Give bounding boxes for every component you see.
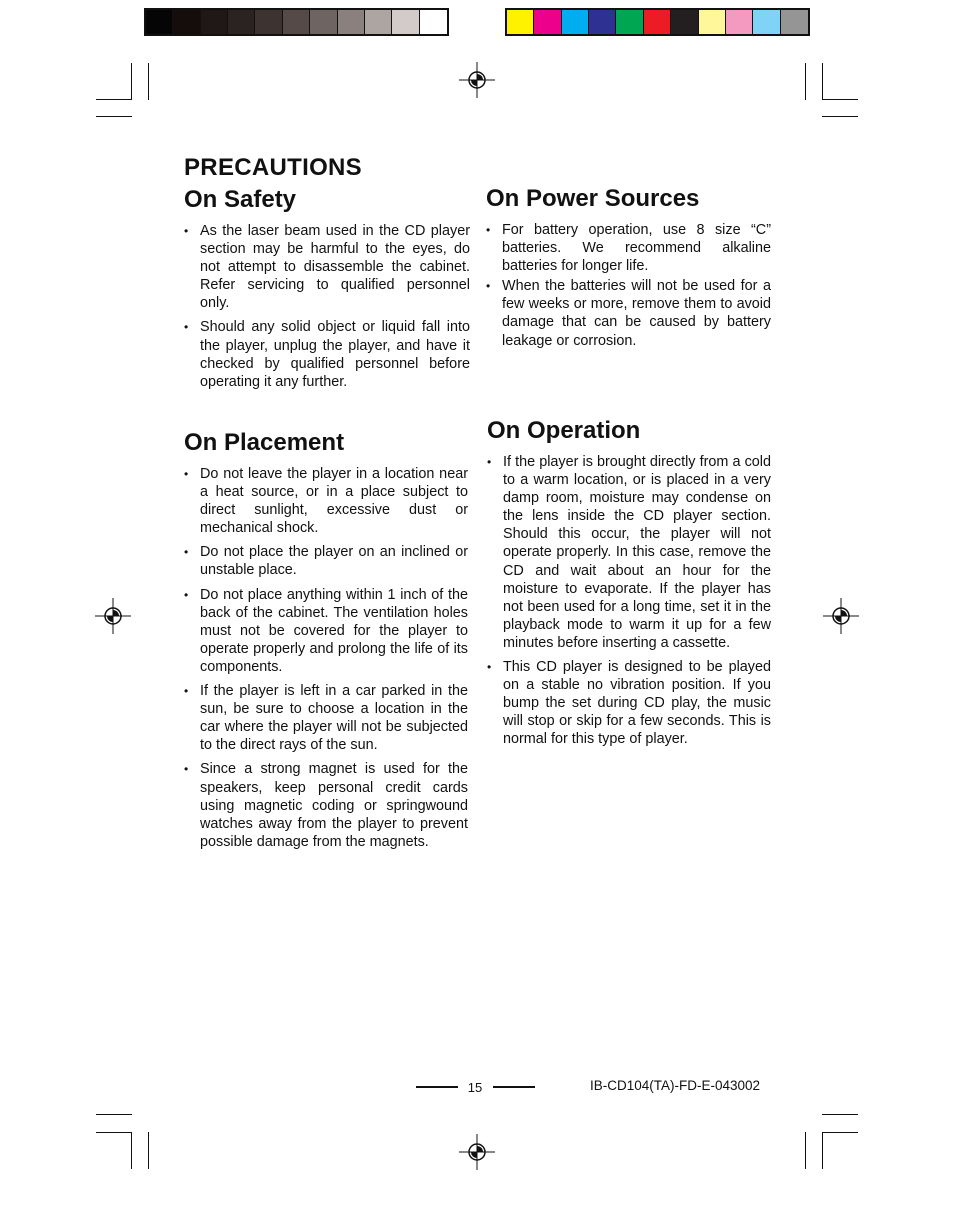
color-swatch bbox=[310, 10, 337, 34]
bullet-icon: • bbox=[487, 455, 492, 469]
color-swatch bbox=[173, 10, 200, 34]
list-item: • If the player is left in a car parked in the sun, be sure to choose a location in the car where the player will not be subjected to the direct rays of the sun. bbox=[184, 683, 468, 754]
registration-mark-icon bbox=[459, 62, 495, 98]
bullet-icon: • bbox=[487, 660, 492, 675]
crop-mark bbox=[96, 99, 132, 100]
section-on-operation bbox=[487, 417, 771, 755]
registration-mark-icon bbox=[823, 598, 859, 634]
crop-mark bbox=[822, 1132, 858, 1133]
section-heading: On Power Sources bbox=[486, 185, 700, 212]
registration-mark-icon bbox=[95, 598, 131, 634]
color-swatch bbox=[699, 10, 726, 34]
page-number: 15 bbox=[467, 1080, 483, 1095]
color-swatch bbox=[671, 10, 698, 34]
footer-rule-right bbox=[493, 1086, 535, 1088]
color-swatch bbox=[507, 10, 534, 34]
crop-mark bbox=[822, 1114, 858, 1115]
bullet-icon: • bbox=[184, 545, 189, 560]
list-item: • Do not place the player on an inclined or unstable place. bbox=[184, 544, 468, 579]
section-on-power-sources bbox=[486, 185, 771, 356]
list-item: • This CD player is designed to be played on a stable no vibration position. If you bump the set during CD play, the music will stop or skip for a few seconds. This is normal for this type of player. bbox=[487, 659, 771, 748]
color-swatch bbox=[726, 10, 753, 34]
color-swatch bbox=[392, 10, 419, 34]
color-swatch bbox=[338, 10, 365, 34]
bullet-icon: • bbox=[184, 224, 189, 238]
page-title: PRECAUTIONS bbox=[184, 154, 362, 181]
list-item: • When the batteries will not be used for a few weeks or more, remove them to avoid damage that can be caused by battery leakage or corrosion. bbox=[486, 278, 771, 349]
crop-mark bbox=[805, 1132, 806, 1169]
registration-mark-icon bbox=[459, 1134, 495, 1170]
crop-mark bbox=[96, 1132, 132, 1133]
bullet-icon: • bbox=[486, 279, 491, 294]
precaution-list bbox=[184, 465, 468, 851]
section-on-placement bbox=[184, 429, 468, 857]
crop-mark bbox=[131, 63, 132, 100]
list-item: • Since a strong magnet is used for the speakers, keep personal credit cards using magnetic coding or springwound watches away from the player to prevent possible damage from the magnets. bbox=[184, 761, 468, 850]
crop-mark bbox=[805, 63, 806, 100]
color-swatch bbox=[228, 10, 255, 34]
bullet-icon: • bbox=[184, 762, 189, 777]
color-swatch bbox=[589, 10, 616, 34]
color-swatch bbox=[255, 10, 282, 34]
color-swatch bbox=[616, 10, 643, 34]
color-swatch bbox=[146, 10, 173, 34]
crop-mark bbox=[822, 1132, 823, 1169]
crop-mark bbox=[96, 1114, 132, 1115]
section-heading: On Operation bbox=[487, 417, 641, 444]
crop-mark bbox=[131, 1132, 132, 1169]
precaution-list bbox=[486, 221, 771, 350]
crop-mark bbox=[822, 116, 858, 117]
color-swatch bbox=[420, 10, 447, 34]
list-item: • Do not place anything within 1 inch of the back of the cabinet. The ventilation holes must not be covered for the player to operate properly and prolong the life of its components. bbox=[184, 586, 468, 675]
grayscale-calibration-bar bbox=[144, 8, 449, 36]
color-swatch bbox=[534, 10, 561, 34]
precaution-list bbox=[184, 222, 470, 391]
color-calibration-bar bbox=[505, 8, 810, 36]
color-swatch bbox=[644, 10, 671, 34]
crop-mark bbox=[822, 99, 858, 100]
color-swatch bbox=[283, 10, 310, 34]
bullet-icon: • bbox=[184, 587, 189, 602]
list-item: • As the laser beam used in the CD player section may be harmful to the eyes, do not attempt to disassemble the cabinet. Refer servicing to qualified personnel only. bbox=[184, 223, 470, 312]
precaution-list bbox=[487, 453, 771, 749]
crop-mark bbox=[822, 63, 823, 100]
document-code: IB-CD104(TA)-FD-E-043002 bbox=[590, 1078, 761, 1093]
bullet-icon: • bbox=[184, 320, 189, 335]
list-item: • For battery operation, use 8 size “C” batteries. We recommend alkaline batteries for longer life. bbox=[486, 222, 771, 275]
color-swatch bbox=[753, 10, 780, 34]
section-heading: On Safety bbox=[184, 186, 297, 213]
bullet-icon: • bbox=[184, 467, 189, 481]
bullet-icon: • bbox=[486, 223, 491, 237]
color-swatch bbox=[781, 10, 808, 34]
bullet-icon: • bbox=[184, 684, 189, 699]
list-item: • If the player is brought directly from a cold to a warm location, or is placed in a very damp room, moisture may condense on the lens inside the CD player section. Should this occur, the player will not operate properly. In this case, remove the CD and wait about an hour for the moisture to evaporate. If the player has not been used for a long time, set it in the playback mode to warm it up for a few minutes before inserting a cassette. bbox=[487, 454, 771, 651]
color-swatch bbox=[365, 10, 392, 34]
list-item: • Should any solid object or liquid fall into the player, unplug the player, and have it checked by qualified personnel before operating it any further. bbox=[184, 319, 470, 390]
section-on-safety bbox=[184, 186, 470, 397]
crop-mark bbox=[148, 1132, 149, 1169]
crop-mark bbox=[148, 63, 149, 100]
color-swatch bbox=[201, 10, 228, 34]
footer-rule-left bbox=[416, 1086, 458, 1088]
section-heading: On Placement bbox=[184, 429, 345, 456]
color-swatch bbox=[562, 10, 589, 34]
list-item: • Do not leave the player in a location near a heat source, or in a place subject to direct sunlight, excessive dust or mechanical shock. bbox=[184, 466, 468, 537]
crop-mark bbox=[96, 116, 132, 117]
